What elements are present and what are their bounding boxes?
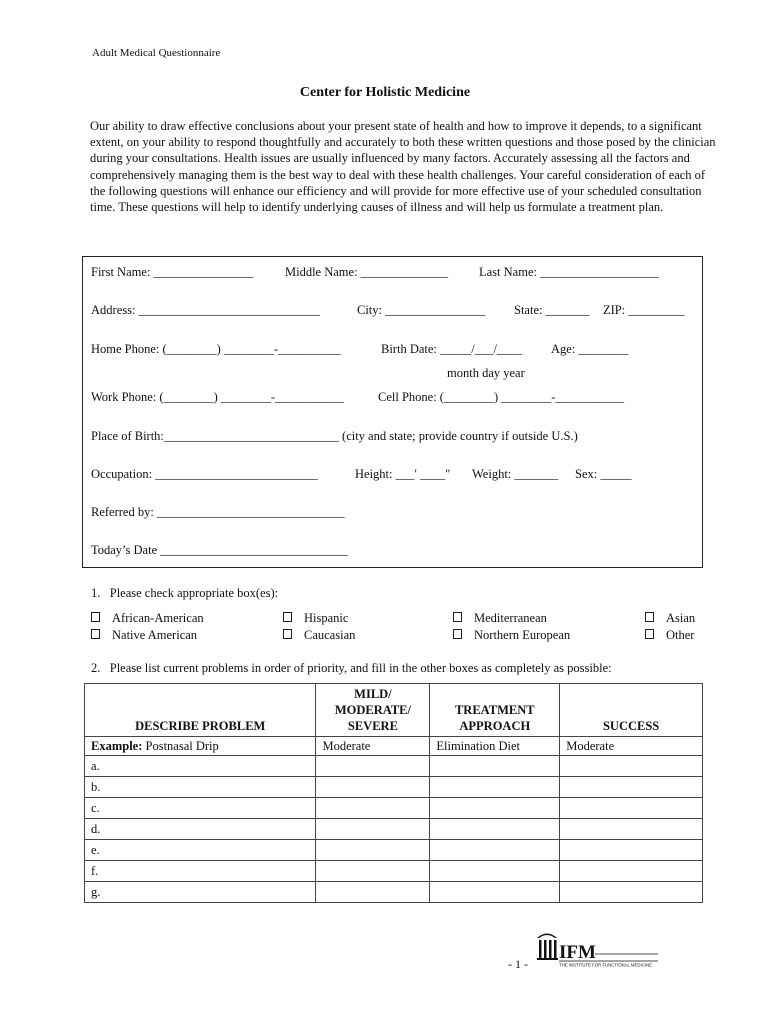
question-2 — [91, 661, 612, 676]
severity-cell[interactable] — [316, 819, 430, 840]
todays-date-field[interactable]: Today’s Date ______________________________ — [91, 543, 348, 557]
question-1-number: 1. — [91, 586, 101, 600]
checkbox-icon[interactable] — [645, 612, 654, 622]
question-2-number: 2. — [91, 661, 101, 675]
checkbox-label: Mediterranean — [474, 611, 547, 625]
form-name-header: Adult Medical Questionnaire — [92, 47, 221, 59]
treatment-cell[interactable] — [430, 861, 560, 882]
first-name-field[interactable]: First Name: ________________ — [91, 265, 254, 279]
success-cell[interactable] — [560, 819, 703, 840]
table-row[interactable] — [85, 882, 703, 903]
age-field[interactable]: Age: ________ — [551, 342, 629, 356]
row-label[interactable]: c. — [85, 798, 316, 819]
checkbox-label: Northern European — [474, 628, 571, 642]
city-field[interactable]: City: ________________ — [357, 303, 486, 317]
checkbox-label: Caucasian — [304, 628, 356, 642]
treatment-cell[interactable] — [430, 819, 560, 840]
row-label[interactable]: a. — [85, 756, 316, 777]
checkbox-label: Other — [666, 628, 695, 642]
weight-field[interactable]: Weight: _______ — [472, 467, 559, 481]
header-success: SUCCESS — [560, 684, 703, 737]
zip-field[interactable]: ZIP: _________ — [603, 303, 685, 317]
table-row[interactable] — [85, 798, 703, 819]
severity-cell[interactable] — [316, 861, 430, 882]
home-phone-field[interactable]: Home Phone: (________) ________-__________ — [91, 342, 341, 356]
success-cell[interactable] — [560, 756, 703, 777]
treatment-cell[interactable] — [430, 840, 560, 861]
row-label[interactable]: g. — [85, 882, 316, 903]
row-label[interactable]: f. — [85, 861, 316, 882]
header-severe: SEVERE — [347, 719, 398, 733]
example-treatment: Elimination Diet — [430, 737, 560, 756]
checkbox-icon[interactable] — [283, 629, 292, 639]
treatment-cell[interactable] — [430, 777, 560, 798]
checkbox-asian[interactable] — [645, 611, 695, 626]
severity-cell[interactable] — [316, 840, 430, 861]
checkbox-icon[interactable] — [645, 629, 654, 639]
question-1-text: Please check appropriate box(es): — [109, 586, 279, 600]
severity-cell[interactable] — [316, 756, 430, 777]
referred-by-field[interactable]: Referred by: ______________________________ — [91, 505, 345, 519]
state-field[interactable]: State: _______ — [514, 303, 590, 317]
last-name-field[interactable]: Last Name: ___________________ — [479, 265, 659, 279]
severity-cell[interactable] — [316, 882, 430, 903]
header-describe-problem: DESCRIBE PROBLEM — [85, 684, 316, 737]
intro-paragraph: Our ability to draw effective conclusions about your present state of health and how to improve it depends, to a significant extent, on your ability to respond thoughtfully and accurately to both these written questions and those posed by the clinician during your consultations. Health issues are usually influenced by many factors. Accurately assessing all the factors and comprehensively managing them is the best way to deal with these health challenges. Your careful consideration of each of the following questions will enhance our efficiency and will provide for more effective use of your scheduled consultation time. These questions will help to identify underlying causes of illness and will help us formulate a treatment plan. — [90, 119, 716, 215]
example-row — [85, 737, 703, 756]
checkbox-icon[interactable] — [91, 629, 100, 639]
checkbox-other[interactable] — [645, 628, 694, 643]
middle-name-field[interactable]: Middle Name: ______________ — [285, 265, 449, 279]
success-cell[interactable] — [560, 882, 703, 903]
header-severity — [316, 684, 430, 737]
success-cell[interactable] — [560, 798, 703, 819]
severity-cell[interactable] — [316, 777, 430, 798]
occupation-field[interactable]: Occupation: __________________________ — [91, 467, 318, 481]
table-row[interactable] — [85, 756, 703, 777]
treatment-cell[interactable] — [430, 756, 560, 777]
table-row[interactable] — [85, 861, 703, 882]
height-field[interactable]: Height: ___′ ____″ — [355, 467, 451, 481]
question-2-text: Please list current problems in order of priority, and fill in the other boxes as completely as possible: — [109, 661, 612, 675]
treatment-cell[interactable] — [430, 882, 560, 903]
header-approach: APPROACH — [459, 719, 531, 733]
header-treatment-approach — [430, 684, 560, 737]
ifm-logo — [535, 928, 660, 968]
checkbox-icon[interactable] — [283, 612, 292, 622]
table-row[interactable] — [85, 819, 703, 840]
example-label: Example: — [91, 738, 143, 753]
work-phone-field[interactable]: Work Phone: (________) ________-___________ — [91, 390, 344, 404]
checkbox-label: Asian — [666, 611, 696, 625]
birth-date-hint: month day year — [447, 366, 525, 380]
checkbox-native-american[interactable] — [91, 628, 197, 643]
row-label[interactable]: e. — [85, 840, 316, 861]
checkbox-northern-european[interactable] — [453, 628, 570, 643]
logo-subtitle: THE INSTITUTE FOR FUNCTIONAL MEDICINE — [559, 962, 652, 968]
example-severity: Moderate — [316, 737, 430, 756]
place-of-birth-field[interactable]: Place of Birth:____________________________ (city and state; provide country if outside U.S.) — [91, 429, 578, 443]
sex-field[interactable]: Sex: _____ — [575, 467, 632, 481]
logo-text: IFM — [559, 942, 596, 963]
birth-date-field[interactable]: Birth Date: _____/___/____ — [381, 342, 522, 356]
checkbox-label: Native American — [112, 628, 198, 642]
table-row[interactable] — [85, 840, 703, 861]
patient-info-box — [82, 256, 703, 568]
address-field[interactable]: Address: _____________________________ — [91, 303, 320, 317]
header-moderate: MODERATE/ — [334, 703, 411, 717]
question-1 — [91, 586, 278, 601]
page-number: - 1 - — [508, 957, 528, 971]
example-problem-cell — [85, 737, 316, 756]
checkbox-caucasian[interactable] — [283, 628, 355, 643]
header-treatment: TREATMENT — [454, 703, 535, 717]
cell-phone-field[interactable]: Cell Phone: (________) ________-___________ — [378, 390, 625, 404]
checkbox-label: Hispanic — [304, 611, 349, 625]
page-title: Center for Holistic Medicine — [299, 85, 471, 100]
example-success: Moderate — [560, 737, 703, 756]
header-mild: MILD/ — [354, 687, 392, 701]
success-cell[interactable] — [560, 777, 703, 798]
success-cell[interactable] — [560, 861, 703, 882]
treatment-cell[interactable] — [430, 798, 560, 819]
checkbox-icon[interactable] — [453, 629, 462, 639]
severity-cell[interactable] — [316, 798, 430, 819]
checkbox-hispanic[interactable] — [283, 611, 348, 626]
checkbox-label: African-American — [112, 611, 204, 625]
row-label[interactable]: b. — [85, 777, 316, 798]
checkbox-african-american[interactable] — [91, 611, 204, 626]
checkbox-icon[interactable] — [91, 612, 100, 622]
example-problem: Postnasal Drip — [145, 738, 219, 753]
table-row[interactable] — [85, 777, 703, 798]
checkbox-icon[interactable] — [453, 612, 462, 622]
table-header-row — [85, 684, 703, 737]
checkbox-mediterranean[interactable] — [453, 611, 547, 626]
row-label[interactable]: d. — [85, 819, 316, 840]
success-cell[interactable] — [560, 840, 703, 861]
problems-table — [84, 683, 703, 903]
